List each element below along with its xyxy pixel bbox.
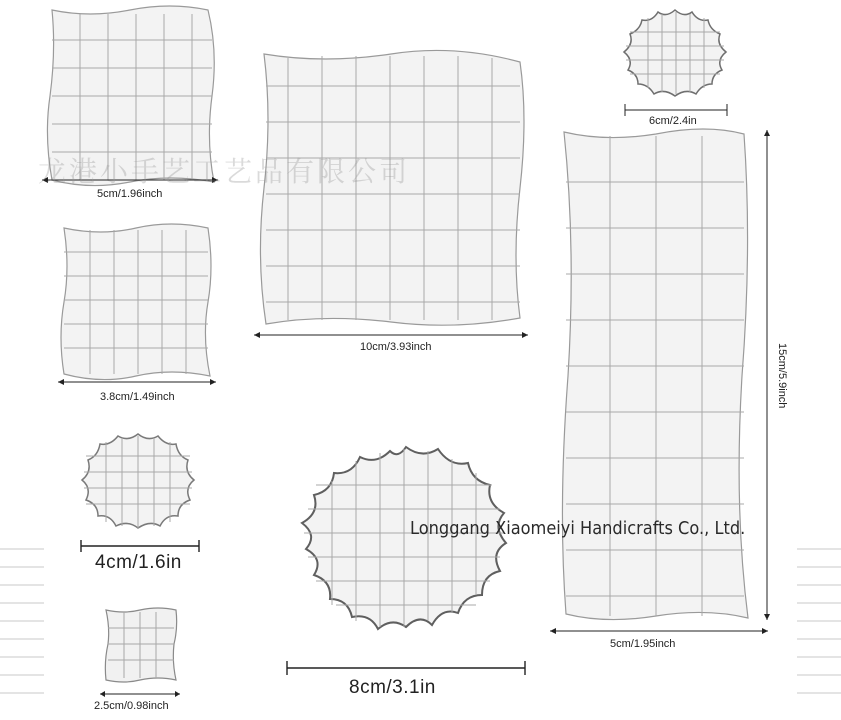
company-name-text: Longgang Xiaomeiyi Handicrafts Co., Ltd. (410, 518, 746, 539)
dimension-arrow-3-8cm (56, 377, 218, 387)
size-label-3-8cm: 3.8cm/1.49inch (100, 391, 175, 403)
block-8cm-graphic (286, 445, 526, 653)
size-label-6cm: 6cm/2.4in (649, 115, 697, 127)
dimension-arrow-8cm (286, 661, 526, 675)
size-label-10cm: 10cm/3.93inch (360, 341, 432, 353)
block-2-5cm-graphic (102, 606, 180, 684)
acrylic-block-3-8cm (56, 222, 216, 382)
dimension-arrow-15cm (762, 128, 772, 622)
dimension-arrow-2-5cm (98, 689, 182, 699)
acrylic-block-6cm-round (622, 8, 728, 98)
dimension-arrow-5cm-width (548, 626, 770, 636)
right-decorative-lines (797, 545, 841, 705)
size-label-5cm: 5cm/1.96inch (97, 188, 163, 200)
block-3-8cm-graphic (56, 222, 216, 382)
acrylic-block-5x15cm (556, 128, 756, 624)
size-label-4cm: 4cm/1.6in (95, 552, 182, 573)
size-label-5cm-width: 5cm/1.95inch (610, 638, 676, 650)
block-4cm-graphic (76, 432, 200, 532)
acrylic-block-8cm-round (286, 445, 526, 653)
size-label-2-5cm: 2.5cm/0.98inch (94, 700, 169, 712)
dimension-arrow-4cm (80, 540, 200, 552)
acrylic-block-2-5cm (102, 606, 180, 684)
acrylic-block-4cm-round (76, 432, 200, 532)
block-5x15cm-graphic (556, 128, 756, 624)
dimension-arrow-10cm (252, 330, 530, 340)
chinese-watermark: 龙港小手艺工艺品有限公司 (38, 155, 411, 188)
left-decorative-lines (0, 545, 44, 705)
size-label-15cm: 15cm/5.9inch (776, 343, 788, 409)
size-label-8cm: 8cm/3.1in (349, 677, 436, 698)
block-6cm-graphic (622, 8, 728, 98)
